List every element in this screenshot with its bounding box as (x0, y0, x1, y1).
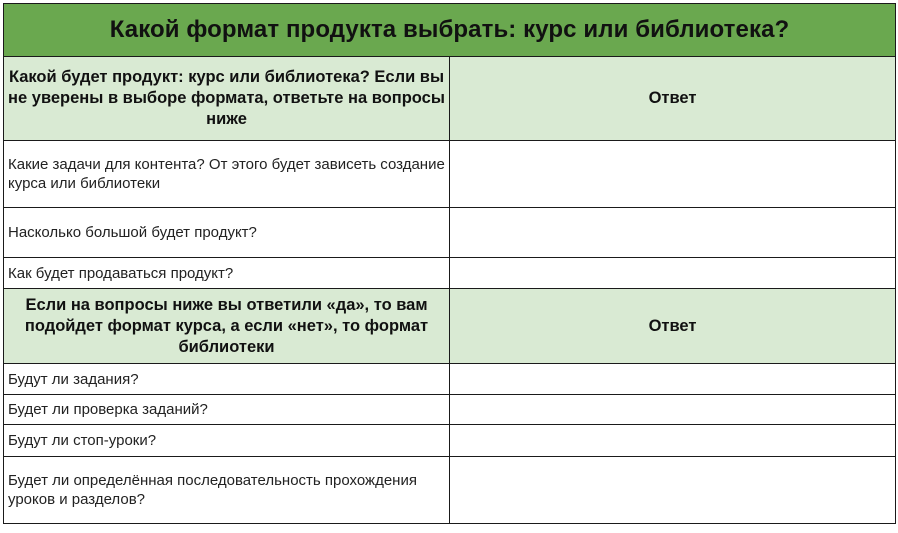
table-title: Какой формат продукта выбрать: курс или библиотека? (4, 4, 896, 57)
question-cell: Будут ли задания? (4, 364, 450, 395)
answer-cell[interactable] (450, 395, 896, 425)
answer-column-header: Ответ (450, 289, 896, 364)
title-row (4, 4, 896, 57)
answer-cell[interactable] (450, 258, 896, 289)
section-header: Какой будет продукт: курс или библиотека? Если вы не уверены в выборе формата, ответьте на вопросы ниже (4, 57, 450, 141)
question-cell: Насколько большой будет продукт? (4, 208, 450, 258)
answer-cell[interactable] (450, 425, 896, 457)
question-cell: Будут ли стоп-уроки? (4, 425, 450, 457)
table-row (4, 141, 896, 208)
answer-cell[interactable] (450, 364, 896, 395)
table-row (4, 425, 896, 457)
question-cell: Будет ли определённая последовательность прохождения уроков и разделов? (4, 457, 450, 524)
answer-cell[interactable] (450, 457, 896, 524)
table-row (4, 457, 896, 524)
question-cell: Будет ли проверка заданий? (4, 395, 450, 425)
answer-cell[interactable] (450, 141, 896, 208)
table-row (4, 364, 896, 395)
question-cell: Как будет продаваться продукт? (4, 258, 450, 289)
answer-column-header: Ответ (450, 57, 896, 141)
format-choice-table (3, 3, 896, 524)
section-header-row (4, 289, 896, 364)
table-row (4, 258, 896, 289)
section-header: Если на вопросы ниже вы ответили «да», то вам подойдет формат курса, а если «нет», то формат библиотеки (4, 289, 450, 364)
table-row (4, 395, 896, 425)
question-cell: Какие задачи для контента? От этого будет зависеть создание курса или библиотеки (4, 141, 450, 208)
answer-cell[interactable] (450, 208, 896, 258)
section-header-row (4, 57, 896, 141)
table-row (4, 208, 896, 258)
